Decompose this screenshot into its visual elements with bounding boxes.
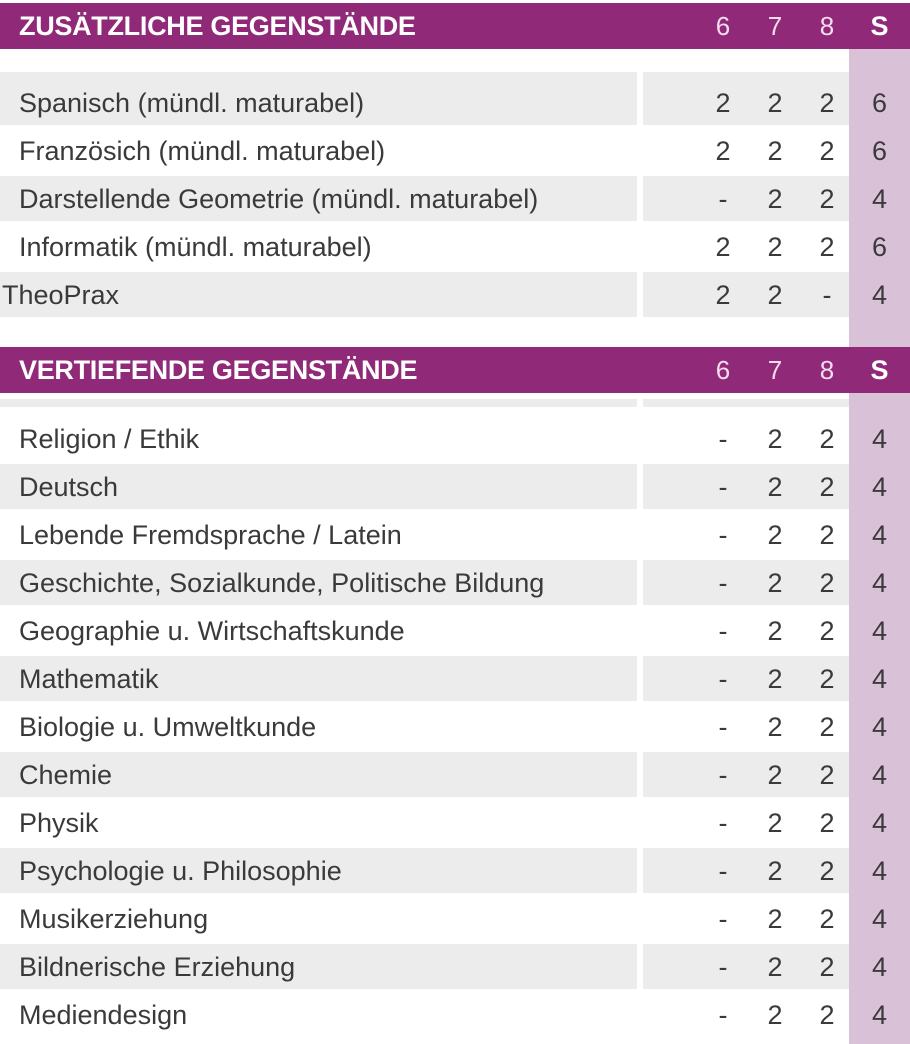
hours-grade-8: 2 xyxy=(819,760,835,790)
table-spacer xyxy=(0,399,637,407)
hours-sum: 4 xyxy=(871,472,888,502)
hours-grade-6: - xyxy=(718,760,728,790)
hours-grade-6: - xyxy=(718,808,728,838)
hours-grade-6: - xyxy=(718,616,728,646)
subject-label: Chemie xyxy=(19,760,113,790)
hours-grade-7: 2 xyxy=(767,472,783,502)
hours-grade-7: 2 xyxy=(767,136,783,166)
table-spacer xyxy=(643,399,849,407)
subject-label: Mathematik xyxy=(19,664,159,694)
hours-grade-8: 2 xyxy=(819,184,835,214)
hours-grade-8: 2 xyxy=(819,856,835,886)
hours-sum: 4 xyxy=(871,760,888,790)
hours-grade-6: - xyxy=(718,184,728,214)
hours-sum: 4 xyxy=(871,424,888,454)
hours-grade-7: 2 xyxy=(767,856,783,886)
hours-sum: 4 xyxy=(871,904,888,934)
hours-sum: 6 xyxy=(871,232,888,262)
table-row xyxy=(0,224,888,269)
hours-grade-8: 2 xyxy=(819,136,835,166)
section-title: VERTIEFENDE GEGENSTÄNDE xyxy=(19,355,418,385)
column-header-8: 8 xyxy=(819,355,835,385)
table-row xyxy=(0,512,888,557)
column-header-8: 8 xyxy=(819,11,835,41)
hours-grade-6: - xyxy=(718,712,728,742)
table-row xyxy=(0,848,888,893)
hours-grade-8: - xyxy=(822,280,832,310)
hours-grade-8: 2 xyxy=(819,808,835,838)
table-row xyxy=(0,272,888,317)
subject-label: Lebende Fremdsprache / Latein xyxy=(19,520,402,550)
subject-label: Informatik (mündl. maturabel) xyxy=(19,232,372,262)
table-row xyxy=(0,560,888,605)
hours-grade-7: 2 xyxy=(767,568,783,598)
table-row xyxy=(0,464,888,509)
hours-grade-7: 2 xyxy=(767,520,783,550)
table-spacer xyxy=(0,72,637,80)
hours-sum: 4 xyxy=(871,1000,888,1030)
hours-grade-7: 2 xyxy=(767,760,783,790)
table-row xyxy=(0,752,888,797)
subject-label: TheoPrax xyxy=(2,280,120,310)
column-header-sum: S xyxy=(870,11,889,41)
hours-grade-8: 2 xyxy=(819,472,835,502)
table-row xyxy=(0,992,888,1037)
hours-grade-7: 2 xyxy=(767,664,783,694)
hours-sum: 4 xyxy=(871,280,888,310)
hours-grade-7: 2 xyxy=(767,184,783,214)
hours-grade-6: 2 xyxy=(715,232,731,262)
hours-grade-8: 2 xyxy=(819,424,835,454)
hours-grade-6: - xyxy=(718,424,728,454)
hours-grade-8: 2 xyxy=(819,712,835,742)
subject-label: Darstellende Geometrie (mündl. maturabel) xyxy=(19,184,539,214)
hours-grade-7: 2 xyxy=(767,616,783,646)
hours-grade-7: 2 xyxy=(767,952,783,982)
hours-grade-7: 2 xyxy=(767,712,783,742)
subject-label: Physik xyxy=(19,808,99,838)
hours-sum: 4 xyxy=(871,184,888,214)
table-row xyxy=(0,800,888,845)
hours-grade-6: - xyxy=(718,856,728,886)
hours-grade-6: - xyxy=(718,520,728,550)
section-header-zusaetzliche xyxy=(0,3,910,49)
section-header-vertiefende xyxy=(0,347,910,393)
column-header-6: 6 xyxy=(715,355,731,385)
hours-grade-8: 2 xyxy=(819,88,835,118)
hours-sum: 4 xyxy=(871,808,888,838)
subject-label: Psychologie u. Philosophie xyxy=(19,856,342,886)
hours-grade-8: 2 xyxy=(819,232,835,262)
table-row xyxy=(0,128,888,173)
hours-grade-8: 2 xyxy=(819,664,835,694)
table-spacer xyxy=(643,72,849,80)
table-row xyxy=(0,944,888,989)
hours-grade-6: 2 xyxy=(715,88,731,118)
column-header-7: 7 xyxy=(767,11,783,41)
table-row xyxy=(0,896,888,941)
hours-grade-8: 2 xyxy=(819,952,835,982)
hours-sum: 4 xyxy=(871,520,888,550)
hours-grade-6: - xyxy=(718,904,728,934)
section-title: ZUSÄTZLICHE GEGENSTÄNDE xyxy=(19,11,416,41)
hours-grade-7: 2 xyxy=(767,280,783,310)
subject-label: Französich (mündl. maturabel) xyxy=(19,136,386,166)
hours-grade-8: 2 xyxy=(819,1000,835,1030)
hours-grade-7: 2 xyxy=(767,1000,783,1030)
hours-grade-8: 2 xyxy=(819,904,835,934)
table-row xyxy=(0,704,888,749)
hours-grade-6: 2 xyxy=(715,136,731,166)
hours-grade-6: - xyxy=(718,568,728,598)
hours-grade-6: - xyxy=(718,1000,728,1030)
hours-grade-6: - xyxy=(718,952,728,982)
hours-grade-8: 2 xyxy=(819,520,835,550)
column-header-7: 7 xyxy=(767,355,783,385)
subject-label: Religion / Ethik xyxy=(19,424,200,454)
hours-grade-7: 2 xyxy=(767,232,783,262)
table-row xyxy=(0,656,888,701)
hours-grade-7: 2 xyxy=(767,904,783,934)
hours-grade-6: 2 xyxy=(715,280,731,310)
subject-label: Biologie u. Umweltkunde xyxy=(19,712,317,742)
hours-sum: 6 xyxy=(871,136,888,166)
hours-sum: 4 xyxy=(871,616,888,646)
hours-grade-7: 2 xyxy=(767,88,783,118)
subject-label: Geographie u. Wirtschaftskunde xyxy=(19,616,405,646)
subject-label: Deutsch xyxy=(19,472,119,502)
hours-sum: 4 xyxy=(871,952,888,982)
hours-grade-7: 2 xyxy=(767,424,783,454)
subject-label: Geschichte, Sozialkunde, Politische Bildung xyxy=(19,568,545,598)
hours-sum: 4 xyxy=(871,856,888,886)
table-row xyxy=(0,608,888,653)
table-row xyxy=(0,80,888,125)
column-header-sum: S xyxy=(870,355,889,385)
hours-sum: 4 xyxy=(871,712,888,742)
table-row xyxy=(0,416,888,461)
column-header-6: 6 xyxy=(715,11,731,41)
hours-grade-6: - xyxy=(718,472,728,502)
hours-sum: 4 xyxy=(871,568,888,598)
hours-grade-8: 2 xyxy=(819,616,835,646)
subject-label: Spanisch (mündl. maturabel) xyxy=(19,88,365,118)
subject-label: Musikerziehung xyxy=(19,904,209,934)
subject-label: Mediendesign xyxy=(19,1000,188,1030)
hours-grade-6: - xyxy=(718,664,728,694)
hours-grade-8: 2 xyxy=(819,568,835,598)
hours-grade-7: 2 xyxy=(767,808,783,838)
hours-sum: 6 xyxy=(871,88,888,118)
subject-label: Bildnerische Erziehung xyxy=(19,952,296,982)
table-row xyxy=(0,176,888,221)
hours-sum: 4 xyxy=(871,664,888,694)
